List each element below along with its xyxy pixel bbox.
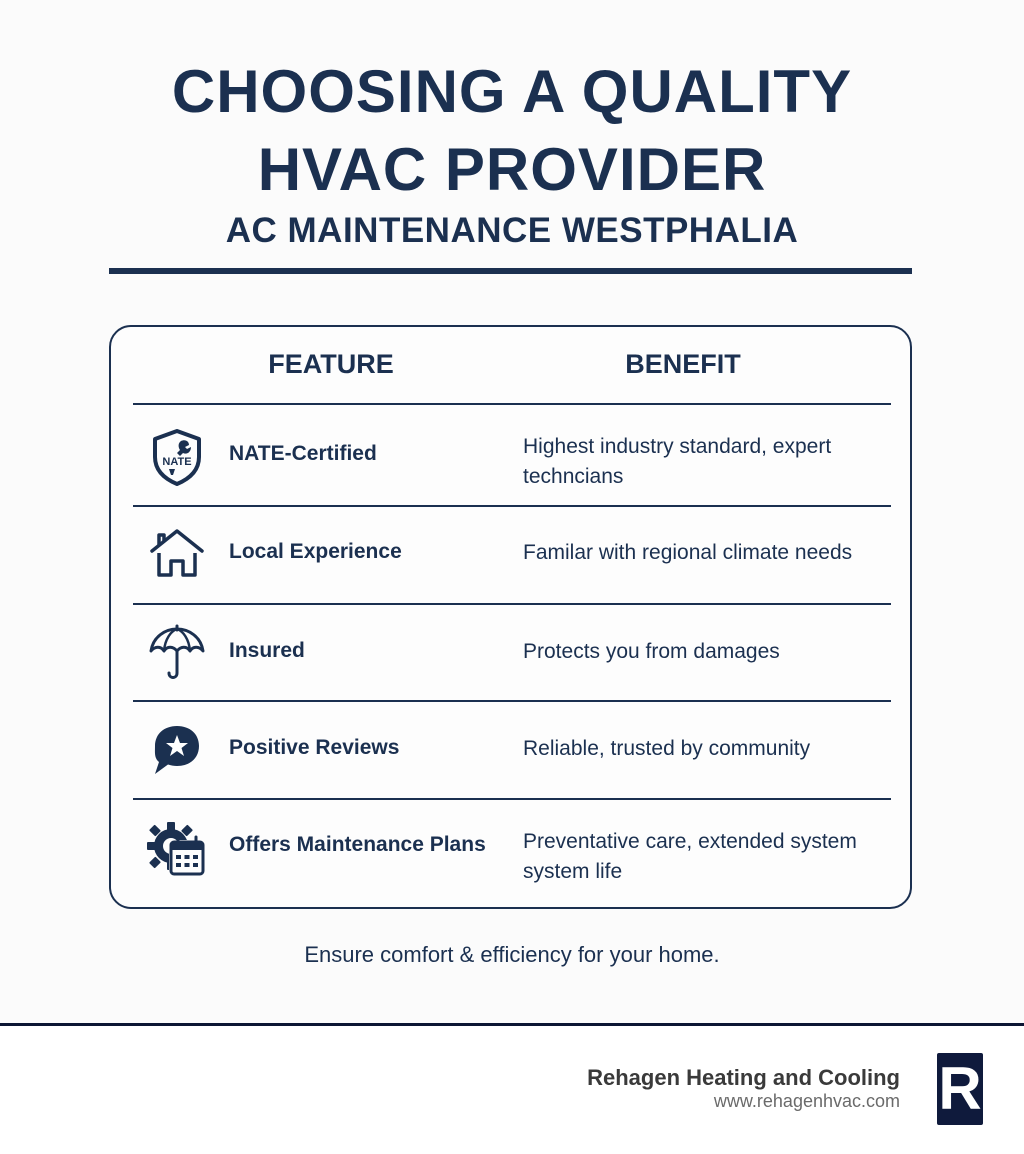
page-subtitle: AC MAINTENANCE WESTPHALIA	[225, 211, 799, 250]
table-row	[133, 702, 891, 798]
feature-label: NATE-Certified	[229, 442, 377, 465]
umbrella-icon	[147, 623, 207, 683]
star-speech-bubble-icon	[147, 720, 207, 780]
table-row	[133, 605, 891, 701]
logo-letter: R	[938, 1055, 982, 1122]
nate-shield-icon	[147, 427, 207, 487]
feature-label: Offers Maintenance Plans	[229, 833, 486, 856]
table-row	[133, 507, 891, 603]
table-row	[133, 800, 891, 904]
company-name: Rehagen Heating and Cooling	[587, 1065, 900, 1090]
svg-text:NATE: NATE	[162, 456, 192, 468]
page-title-line1: CHOOSING A QUALITY	[171, 58, 853, 125]
benefit-text: Preventative care, extended system system life	[523, 830, 857, 883]
benefit-text: Familar with regional climate needs	[523, 541, 853, 564]
column-header-feature: FEATURE	[268, 349, 394, 379]
gear-calendar-icon	[147, 820, 207, 880]
feature-label: Insured	[229, 639, 305, 662]
company-url[interactable]: www.rehagenhvac.com	[713, 1091, 900, 1111]
tagline: Ensure comfort & efficiency for your home.	[304, 942, 720, 967]
column-header-benefit: BENEFIT	[625, 349, 741, 379]
benefit-text: Reliable, trusted by community	[523, 737, 811, 760]
benefit-text: Protects you from damages	[523, 640, 780, 663]
benefit-text: Highest industry standard, expert techncians	[523, 435, 832, 488]
page-title-line2: HVAC PROVIDER	[257, 136, 767, 203]
company-logo	[937, 1053, 983, 1125]
title-divider	[109, 268, 912, 274]
feature-label: Local Experience	[229, 540, 402, 563]
feature-benefit-table	[109, 325, 912, 909]
feature-label: Positive Reviews	[229, 736, 400, 759]
table-row	[133, 405, 891, 505]
footer	[0, 1026, 1024, 1154]
house-icon	[147, 527, 207, 587]
